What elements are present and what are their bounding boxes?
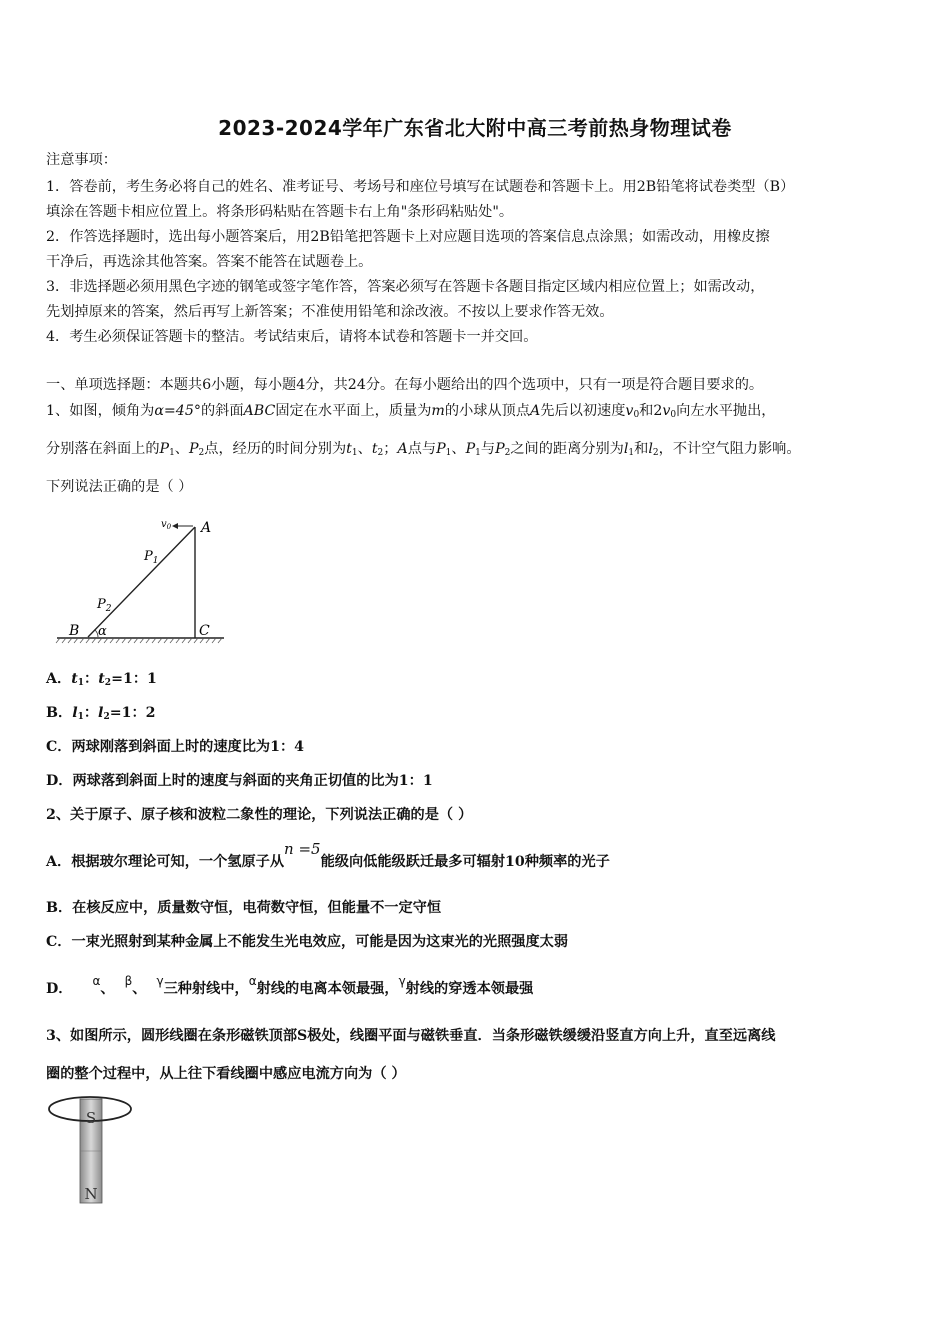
q1-incline-figure [52,510,232,650]
q1-stem-line-3: 下列说法正确的是（ ） [46,479,193,495]
q3-stem-line-2: 圈的整个过程中，从上往下看线圈中感应电流方向为（ ） [46,1066,406,1082]
label-P2: $P_2$ [97,597,112,614]
notice-line-2: 填涂在答题卡相应位置上。将条形码粘贴在答题卡右上角"条形码粘贴处"。 [46,204,514,220]
q2-option-b: B．在核反应中，质量数守恒，电荷数守恒，但能量不一定守恒 [46,900,442,916]
notice-line-1: 1．答卷前，考生务必将自己的姓名、准考证号、考场号和座位号填写在试题卷和答题卡上。用2B铅笔将试卷类型（B） [46,179,795,195]
notice-line-5: 3．非选择题必须用黑色字迹的钢笔或签字笔作答，答案必须写在答题卡各题目指定区域内相应位置上；如需改动， [46,279,765,295]
incline-slope-line [88,527,195,637]
q1-stem-line-2: 分别落在斜面上的$P_1$、$P_2$点，经历的时间分别为$t_1$、$t_2$；A点与$P_1$、$P_1$与$P_2$之间的距离分别为$l_1$和$l_2$，不计空气阻力影响。 [46,441,801,458]
section-1-heading: 一、单项选择题：本题共6小题，每小题4分，共24分。在每小题给出的四个选项中，只有一项是符合题目要求的。 [46,377,764,393]
exam-title: 2023-2024学年广东省北大附中高三考前热身物理试卷 [218,116,732,140]
label-P1: $P_1$ [144,549,159,566]
q2-stem: 2、关于原子、原子核和波粒二象性的理论，下列说法正确的是（ ） [46,807,473,823]
notice-line-6: 先划掉原来的答案，然后再写上新答案；不准使用铅笔和涂改液。不按以上要求作答无效。 [46,304,614,320]
label-A: A [201,520,212,536]
q1-option-b: B．$l_1$：$l_2=1$：2 [46,705,156,722]
notice-line-3: 2．作答选择题时，选出每小题答案后，用2B铅笔把答题卡上对应题目选项的答案信息点涂黑；如需改动，用橡皮擦 [46,229,770,245]
q2-option-c: C．一束光照射到某种金属上不能发生光电效应，可能是因为这束光的光照强度太弱 [46,934,569,950]
pole-label-s: S [85,1109,97,1127]
q1-stem-line-1: 1、如图，倾角为α=45°的斜面ABC固定在水平面上，质量为m的小球从顶点A先后以初速度$v_0$和$2v_0$向左水平抛出， [46,403,776,420]
label-C: C [199,623,210,639]
notice-line-7: 4．考生必须保证答题卡的整洁。考试结束后，请将本试卷和答题卡一并交回。 [46,329,538,345]
velocity-arrowhead [172,523,178,529]
pole-label-n: N [84,1185,98,1203]
label-v0: $v_0$ [161,519,172,531]
q3-magnet-coil-figure [40,1093,140,1211]
ground-hatch [56,638,222,643]
q1-option-d: D．两球落到斜面上时的速度与斜面的夹角正切值的比为1：1 [46,773,433,789]
q2-option-d: D． $^\alpha$、 $^\beta$、 $^\gamma$三种射线中，$^\alpha$射线的电离本领最强，$^\gamma$射线的穿透本领最强 [46,974,534,997]
label-B: B [69,623,80,639]
label-alpha: α [98,624,107,639]
q2-option-a: A．根据玻尔理论可知，一个氢原子从n =5能级向低能级跃迁最多可辐射10种频率的光子 [46,840,610,870]
notice-line-4: 干净后，再选涂其他答案。答案不能答在试题卷上。 [46,254,373,270]
q1-option-a: A．$t_1$：$t_2=1$：1 [46,671,157,688]
q3-stem-line-1: 3、如图所示，圆形线圈在条形磁铁顶部S极处，线圈平面与磁铁垂直．当条形磁铁缓缓沿竖直方向上升，直至远离线 [46,1028,776,1044]
notice-heading: 注意事项： [46,152,117,168]
q1-option-c: C．两球刚落到斜面上时的速度比为1：4 [46,739,305,755]
